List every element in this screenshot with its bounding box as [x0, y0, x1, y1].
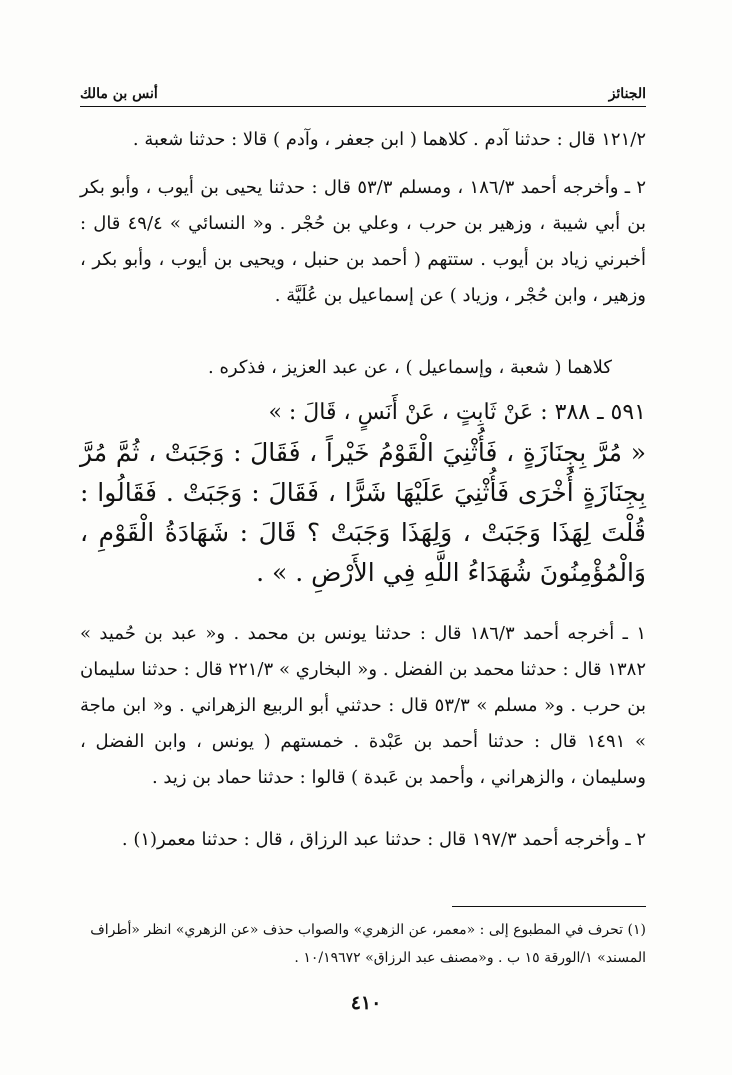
hadith-text: « مُرَّ بِجِنَازَةٍ ، فَأُثْنِيَ الْقَوْمُ خَيْراً ، فَقَالَ : وَجَبَتْ ، ثُمَّ مُرَّ بِجِنَازَةٍ أُخْرَى فَأُثْنِيَ عَلَيْهَا شَرًّا ، فَقَالَ : وَجَبَتْ . فَقَالُوا : قُلْتَ لِهَذَا وَجَبَتْ ، وَلِهَذَا وَجَبَتْ ؟ قَالَ : شَهَادَةُ الْقَوْمِ ، وَالْمُؤْمِنُونَ شُهَدَاءُ اللَّهِ فِي الأَرْضِ . » . — [80, 438, 646, 587]
paragraph-121 — [80, 122, 646, 158]
takhrij-block-2 — [80, 616, 646, 796]
hadith-block — [80, 393, 646, 593]
chapter-title: الجنائز — [608, 86, 646, 102]
footnote-divider — [452, 906, 646, 907]
running-header — [80, 86, 646, 107]
takhrij-text-2: ١ ـ أخرجه أحمد ١٨٦/٣ قال : حدثنا يونس بن محمد . و« عبد بن حُميد » ١٣٨٢ قال : حدثنا محمد بن الفضل . و« البخاري » ٢٢١/٣ قال : حدثنا سليمان بن حرب . و« مسلم » ٥٣/٣ قال : حدثني أبو الربيع الزهراني . و« ابن ماجة » ١٤٩١ قال : حدثنا أحمد بن عَبْدة . خمستهم ( يونس ، وابن الفضل ، وسليمان ، والزهراني ، وأحمد بن عَبدة ) قالوا : حدثنا حماد بن زيد . — [80, 623, 647, 788]
takhrij-text-3: ٢ ـ وأخرجه أحمد ١٩٧/٣ قال : حدثنا عبد الرزاق ، قال : حدثنا معمر(١) . — [121, 829, 646, 850]
book-title: أنس بن مالك — [80, 86, 158, 102]
both-line-block — [80, 350, 612, 386]
takhrij-block-3 — [80, 822, 646, 858]
page-number: ٤١٠ — [350, 992, 382, 1014]
takhrij-block-1 — [80, 170, 646, 314]
takhrij-text-1: ٢ ـ وأخرجه أحمد ١٨٦/٣ ، ومسلم ٥٣/٣ قال : حدثنا يحيى بن أيوب ، وأبو بكر بن أبي شيبة ، وزهير بن حرب ، وعلي بن حُجْر . و« النسائي » ٤٩/٤ قال : أخبرني زياد بن أيوب . ستتهم ( أحمد بن حنبل ، ويحيى بن أيوب ، وأبو بكر ، وزهير ، وابن حُجْر ، وزياد ) عن إسماعيل بن عُلَيَّة . — [80, 177, 647, 306]
hadith-number-line: ٥٩١ ـ ٣٨٨ : عَنْ ثَابِتٍ ، عَنْ أَنَسٍ ، قَالَ : » — [268, 400, 646, 425]
isnad-line: ١٢١/٢ قال : حدثنا آدم . كلاهما ( ابن جعفر ، وآدم ) قالا : حدثنا شعبة . — [132, 129, 646, 150]
footnote: (١) تحرف في المطبوع إلى : «معمر، عن الزهري» والصواب حذف «عن الزهري» انظر «أطراف المسند» ١/الورقة ١٥ ب . و«مصنف عبد الرزاق» ١٠/١٩٦٧٢ . — [90, 922, 646, 966]
both-line: كلاهما ( شعبة ، وإسماعيل ) ، عن عبد العزيز ، فذكره . — [208, 357, 612, 378]
